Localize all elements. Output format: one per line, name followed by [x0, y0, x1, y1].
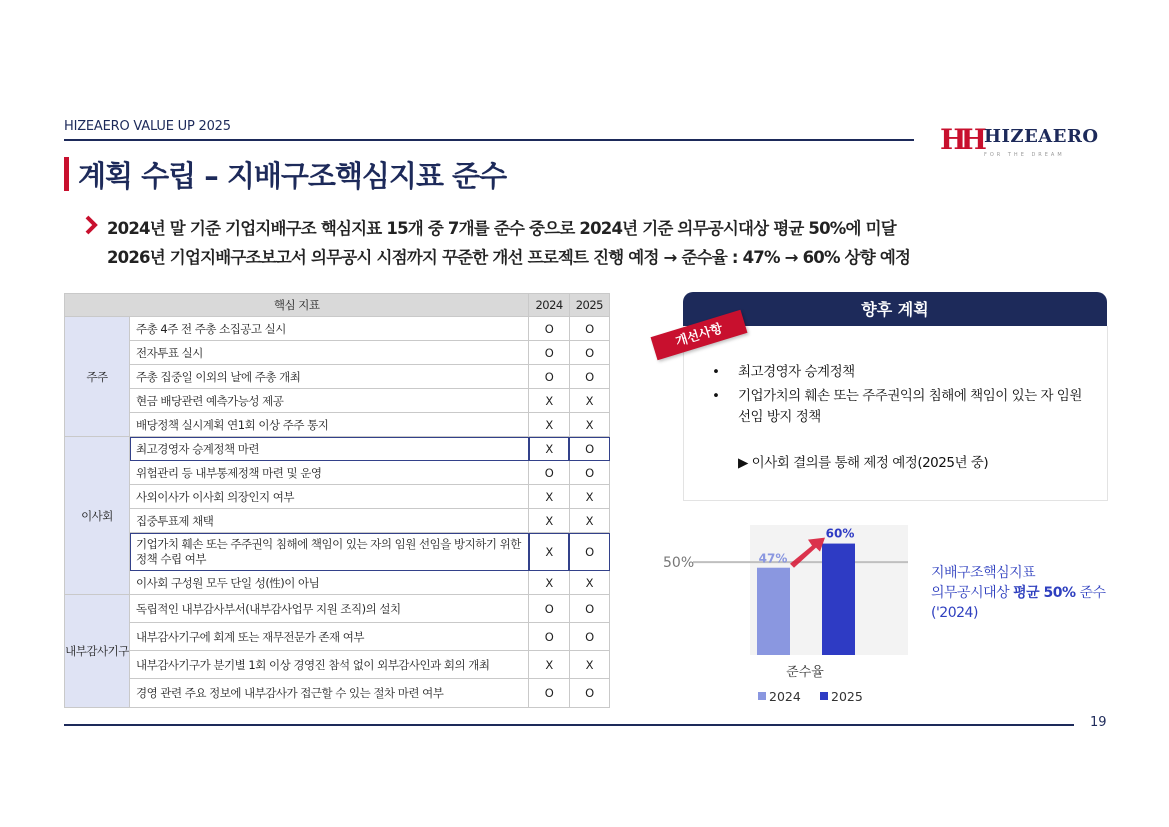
row-2025: X: [569, 509, 609, 533]
summary-text: [107, 214, 910, 272]
hizeaero-logo: [940, 122, 1110, 162]
category-internal-audit: 내부감사기구: [65, 595, 130, 708]
caption-line-3: ('2024): [931, 605, 978, 621]
row-2025: X: [569, 389, 609, 413]
row-item: 배당정책 실시계획 연1회 이상 주주 통지: [130, 413, 529, 437]
row-2025: X: [569, 413, 609, 437]
row-item: 내부감사기구에 회계 또는 재무전문가 존재 여부: [130, 623, 529, 651]
summary-line-1: 2024년 말 기준 기업지배구조 핵심지표 15개 중 7개를 준수 중으로 2024년 기준 의무공시대상 평균 50%에 미달: [107, 219, 896, 238]
category-board: 이사회: [65, 437, 130, 595]
page-title: 계획 수립 – 지배구조핵심지표 준수: [78, 159, 507, 193]
row-item: 독립적인 내부감사부서(내부감사업무 지원 조직)의 설치: [130, 595, 529, 623]
row-item: 주총 4주 전 주총 소집공고 실시: [130, 317, 529, 341]
row-2024: O: [529, 461, 569, 485]
reference-label: 50%: [663, 555, 695, 572]
row-item: 이사회 구성원 모두 단일 성(性)이 아님: [130, 571, 529, 595]
row-item: 현금 배당관련 예측가능성 제공: [130, 389, 529, 413]
row-2025: O: [569, 679, 609, 708]
label-2024: 47%: [758, 551, 788, 566]
table-row: [65, 485, 610, 509]
row-2024: O: [529, 679, 569, 708]
row-item: 집중투표제 채택: [130, 509, 529, 533]
table-row: [65, 389, 610, 413]
table-row: [65, 317, 610, 341]
row-2024: X: [529, 533, 569, 571]
table-row: [65, 595, 610, 623]
table-row: [65, 461, 610, 485]
caption-line-2: [931, 583, 1106, 603]
legend-2024: 2024: [769, 689, 801, 704]
chart-caption: [931, 563, 1106, 623]
bar-2024: [757, 568, 790, 655]
table-row: [65, 679, 610, 708]
row-2024: X: [529, 651, 569, 679]
row-item: 주총 집중일 이외의 날에 주총 개최: [130, 365, 529, 389]
row-2025: O: [569, 437, 609, 461]
table-row: [65, 509, 610, 533]
label-2025: 60%: [825, 526, 855, 541]
header-2024: 2024: [529, 294, 569, 317]
table-header-row: [65, 294, 610, 317]
row-item: 기업가치 훼손 또는 주주권익 침해에 책임이 있는 자의 임원 선임을 방지하기 위한 정책 수립 여부: [130, 533, 529, 571]
list-item: [712, 386, 1092, 428]
kpi-table: [64, 293, 610, 708]
header-2025: 2025: [569, 294, 609, 317]
row-2024: O: [529, 595, 569, 623]
caption-emphasis: 평균 50%: [1013, 585, 1076, 601]
bar-2025: [822, 544, 855, 655]
table-row: [65, 365, 610, 389]
chevron-right-icon: [83, 214, 99, 236]
title-accent-bar: [64, 157, 69, 191]
row-2024: O: [529, 317, 569, 341]
legend-swatch-2024: [758, 692, 766, 700]
header-divider: [64, 139, 914, 141]
logo-subtext: FOR THE DREAM: [984, 152, 1065, 158]
legend-swatch-2025: [820, 692, 828, 700]
row-2024: X: [529, 389, 569, 413]
list-item: [712, 362, 1092, 383]
row-2025: O: [569, 595, 609, 623]
table-row: [65, 413, 610, 437]
row-item: 내부감사기구가 분기별 1회 이상 경영진 참석 없이 외부감사인과 회의 개최: [130, 651, 529, 679]
category-shareholders: 주주: [65, 317, 130, 437]
row-item: 경영 관련 주요 정보에 내부감사가 접근할 수 있는 절차 마련 여부: [130, 679, 529, 708]
plan-item-text: 기업가치의 훼손 또는 주주권익의 침해에 책임이 있는 자 임원 선임 방지 정책: [738, 388, 1082, 425]
plan-list: [712, 362, 1092, 431]
row-2024: X: [529, 413, 569, 437]
row-2024: O: [529, 341, 569, 365]
header-label: HIZEAERO VALUE UP 2025: [64, 119, 231, 134]
row-item: 최고경영자 승계정책 마련: [130, 437, 529, 461]
row-2025: O: [569, 623, 609, 651]
summary-line-2: 2026년 기업지배구조보고서 의무공시 시점까지 꾸준한 개선 프로젝트 진행 예정 → 준수율 : 47% → 60% 상향 예정: [107, 248, 911, 267]
improvement-badge: 개선사항: [651, 310, 748, 360]
row-2024: X: [529, 509, 569, 533]
panel-title: 향후 계획: [683, 292, 1107, 326]
caption-line-1: 지배구조핵심지표: [931, 565, 1036, 581]
row-2025: O: [569, 365, 609, 389]
row-item: 위험관리 등 내부통제정책 마련 및 운영: [130, 461, 529, 485]
logo-text: HIZEAERO: [984, 126, 1099, 147]
table-row-highlighted: [65, 533, 610, 571]
compliance-rate-chart: [660, 520, 920, 710]
row-item: 사외이사가 이사회 의장인지 여부: [130, 485, 529, 509]
plan-item-text: 최고경영자 승계정책: [738, 364, 855, 380]
row-2025: O: [569, 341, 609, 365]
caption-text: 의무공시대상: [931, 585, 1014, 601]
category-label: 준수율: [786, 665, 824, 680]
logo-mark: HH: [940, 123, 981, 156]
row-2025: X: [569, 485, 609, 509]
row-2025: O: [569, 317, 609, 341]
legend-2025: 2025: [831, 689, 863, 704]
bullet-icon: •: [712, 364, 720, 380]
plan-note: ▶ 이사회 결의를 통해 제정 예정(2025년 중): [738, 455, 989, 471]
row-2024: O: [529, 623, 569, 651]
table-row: [65, 623, 610, 651]
row-2024: X: [529, 571, 569, 595]
table-row-highlighted: [65, 437, 610, 461]
page-number: 19: [1090, 715, 1107, 730]
footer-divider: [64, 724, 1074, 726]
row-item: 전자투표 실시: [130, 341, 529, 365]
caption-text: 준수: [1075, 585, 1106, 601]
header-indicator: 핵심 지표: [65, 294, 529, 317]
bullet-icon: •: [712, 388, 720, 404]
row-2025: O: [569, 461, 609, 485]
row-2024: X: [529, 485, 569, 509]
row-2025: X: [569, 571, 609, 595]
row-2025: X: [569, 651, 609, 679]
row-2024: X: [529, 437, 569, 461]
table-row: [65, 341, 610, 365]
table-row: [65, 571, 610, 595]
row-2024: O: [529, 365, 569, 389]
row-2025: O: [569, 533, 609, 571]
table-row: [65, 651, 610, 679]
